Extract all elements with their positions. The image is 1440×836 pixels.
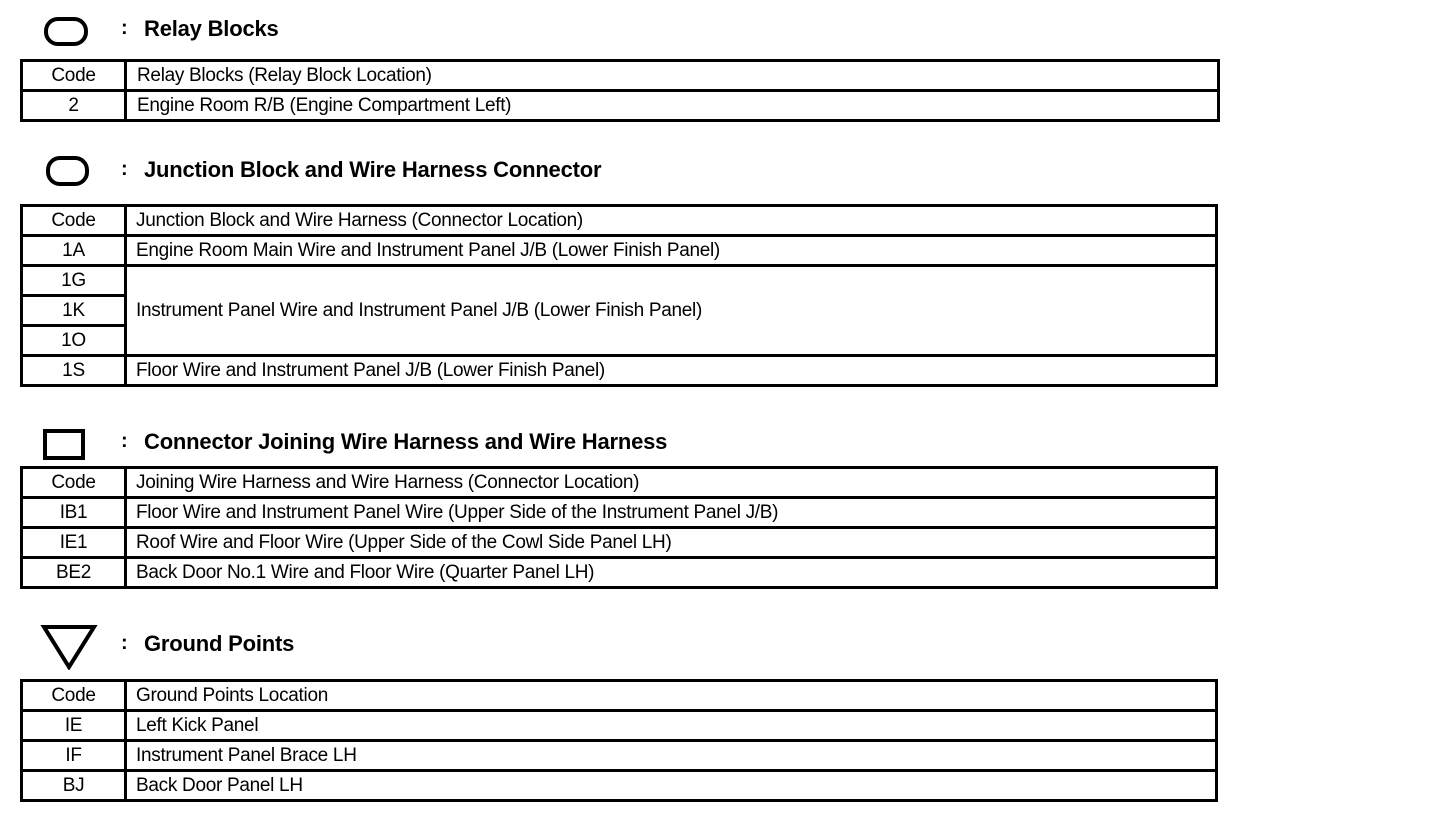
code-column-header: Code xyxy=(22,681,126,711)
location-column-header: Ground Points Location xyxy=(126,681,1217,711)
location-column-header: Junction Block and Wire Harness (Connector Location) xyxy=(126,206,1217,236)
code-column-header: Code xyxy=(22,468,126,498)
code-cell: 1K xyxy=(22,296,126,326)
relay-block-oval-icon xyxy=(40,11,90,47)
table-header-row xyxy=(22,206,1217,236)
ground-points-colon: : xyxy=(121,632,128,654)
location-cell-merged: Instrument Panel Wire and Instrument Panel J/B (Lower Finish Panel) xyxy=(126,266,1217,356)
ground-point-triangle-icon xyxy=(40,622,100,670)
code-cell: 1A xyxy=(22,236,126,266)
table-row xyxy=(22,711,1217,741)
table-row xyxy=(22,91,1219,121)
relay-blocks-colon: : xyxy=(121,17,128,39)
table-row xyxy=(22,741,1217,771)
code-cell: 1O xyxy=(22,326,126,356)
connector-colon: : xyxy=(121,430,128,452)
code-cell: IB1 xyxy=(22,498,126,528)
location-cell: Back Door No.1 Wire and Floor Wire (Quarter Panel LH) xyxy=(126,558,1217,588)
location-cell: Engine Room R/B (Engine Compartment Left) xyxy=(126,91,1219,121)
table-row xyxy=(22,356,1217,386)
location-cell: Back Door Panel LH xyxy=(126,771,1217,801)
code-cell: IE1 xyxy=(22,528,126,558)
connector-heading: Connector Joining Wire Harness and Wire Harness xyxy=(144,429,668,454)
table-row xyxy=(22,771,1217,801)
code-cell: 1S xyxy=(22,356,126,386)
relay-blocks-table xyxy=(20,59,1220,122)
code-cell: 1G xyxy=(22,266,126,296)
table-row xyxy=(22,498,1217,528)
location-column-header: Relay Blocks (Relay Block Location) xyxy=(126,61,1219,91)
table-header-row xyxy=(22,681,1217,711)
table-row xyxy=(22,528,1217,558)
junction-block-table xyxy=(20,204,1218,387)
code-cell: IF xyxy=(22,741,126,771)
connector-table xyxy=(20,466,1218,589)
table-header-row xyxy=(22,468,1217,498)
connector-rectangle-icon xyxy=(40,424,90,462)
table-row xyxy=(22,266,1217,296)
ground-points-heading: Ground Points xyxy=(144,631,295,656)
junction-block-heading: Junction Block and Wire Harness Connector xyxy=(144,157,602,182)
junction-block-colon: : xyxy=(121,158,128,180)
location-cell: Engine Room Main Wire and Instrument Panel J/B (Lower Finish Panel) xyxy=(126,236,1217,266)
ground-points-table xyxy=(20,679,1218,802)
table-row xyxy=(22,558,1217,588)
location-cell: Instrument Panel Brace LH xyxy=(126,741,1217,771)
table-row xyxy=(22,236,1217,266)
location-cell: Roof Wire and Floor Wire (Upper Side of the Cowl Side Panel LH) xyxy=(126,528,1217,558)
code-cell: BJ xyxy=(22,771,126,801)
location-cell: Floor Wire and Instrument Panel J/B (Lower Finish Panel) xyxy=(126,356,1217,386)
code-cell: BE2 xyxy=(22,558,126,588)
junction-block-oval-icon xyxy=(40,152,90,188)
code-column-header: Code xyxy=(22,206,126,236)
relay-blocks-heading: Relay Blocks xyxy=(144,16,279,41)
location-cell: Left Kick Panel xyxy=(126,711,1217,741)
location-column-header: Joining Wire Harness and Wire Harness (Connector Location) xyxy=(126,468,1217,498)
code-column-header: Code xyxy=(22,61,126,91)
location-cell: Floor Wire and Instrument Panel Wire (Upper Side of the Instrument Panel J/B) xyxy=(126,498,1217,528)
table-header-row xyxy=(22,61,1219,91)
code-cell: IE xyxy=(22,711,126,741)
code-cell: 2 xyxy=(22,91,126,121)
